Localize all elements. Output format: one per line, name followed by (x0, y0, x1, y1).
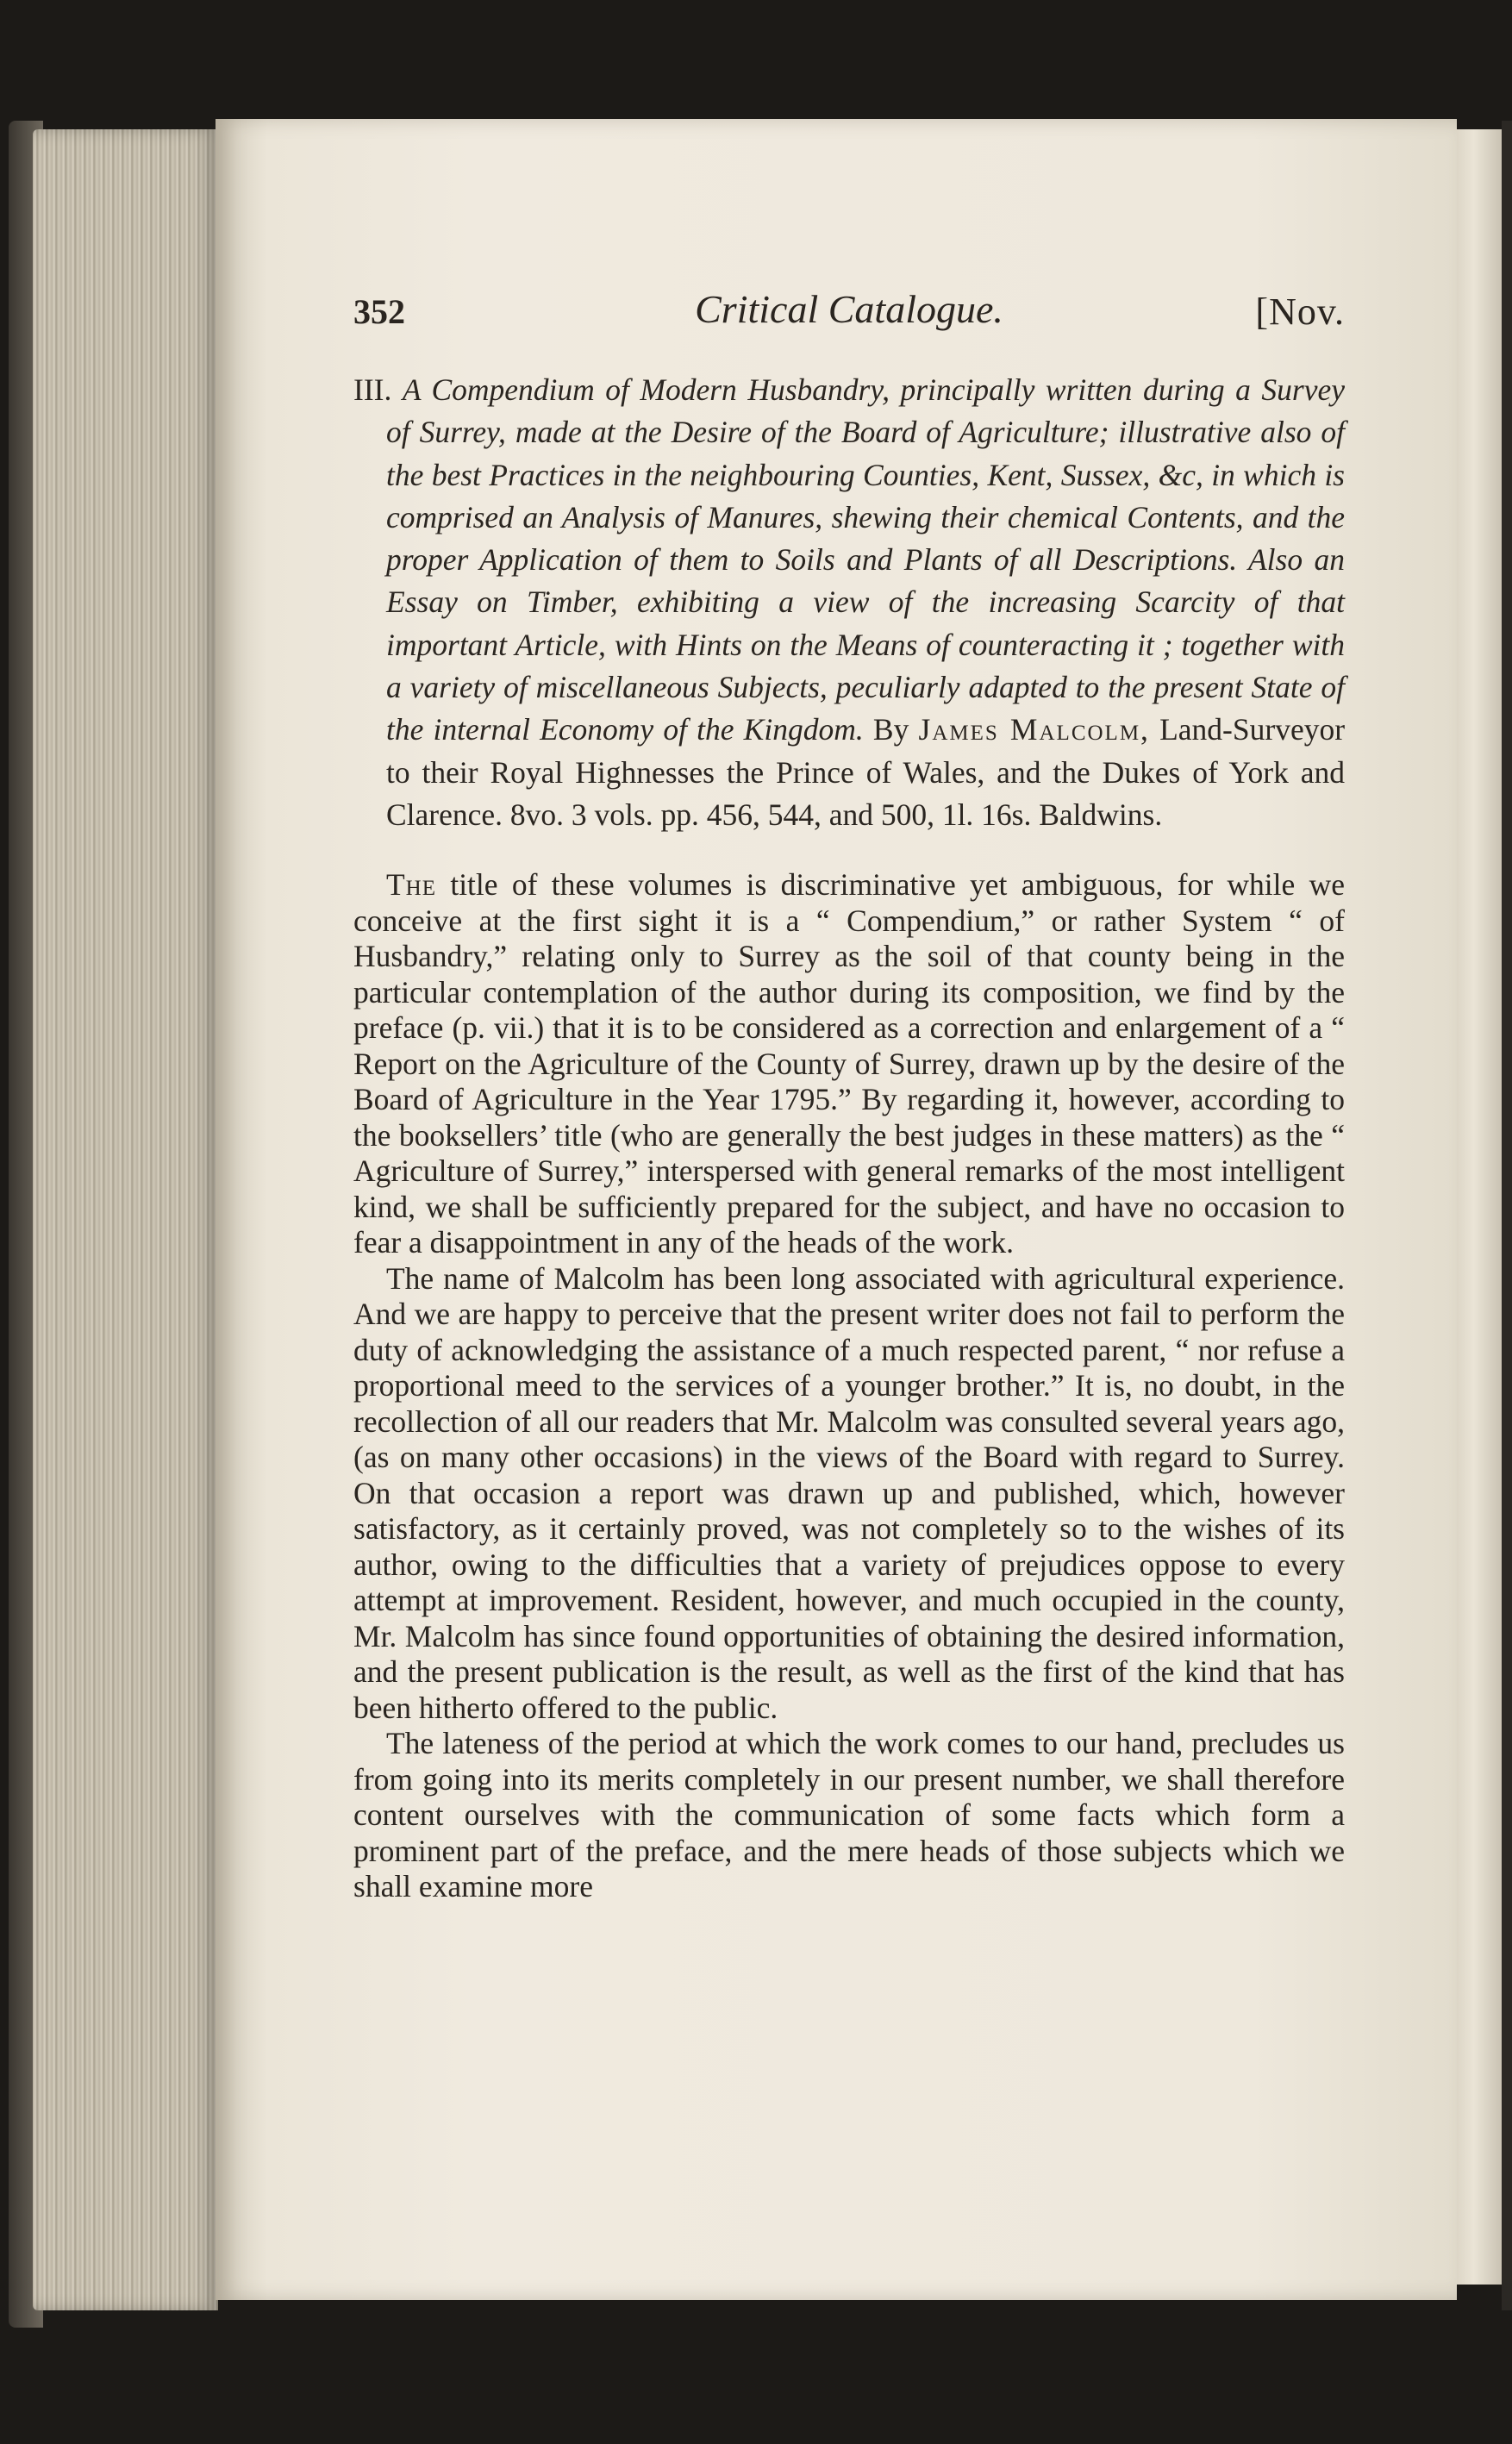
entry-details: Land-Surveyor to their Royal Highnesses the Prince of Wales, and the Dukes of York and Clarence. 8vo. 3 vols. pp. 456, 544, and 500, 1l. 16s. Baldwins. (386, 712, 1346, 832)
entry-author: James Malcolm, (918, 712, 1150, 747)
book-cover-edge-right (1502, 121, 1512, 2310)
review-paragraph (353, 867, 1345, 1261)
running-month: [Nov. (1255, 291, 1345, 333)
running-header (353, 287, 1345, 369)
paragraph-text: The lateness of the period at which the work comes to our hand, precludes us from going into its merits completely in our present number, we shall therefore content ourselves with the communication of some facts which form a prominent part of the preface, and the mere heads of those subjects which we shall examine more (353, 1726, 1345, 1904)
stacked-page-edges (33, 129, 218, 2310)
paragraph-lead-word: The (386, 867, 437, 903)
book-page (216, 119, 1457, 2300)
paragraph-text: title of these volumes is discriminative yet ambiguous, for while we conceive at the first sight it is a “ Compendium,” or rather System “ of Husbandry,” relating only to Surrey as the soil of that county being in the particular contemplation of the author during its composition, we find by the preface (p. vii.) that it is to be considered as a correction and enlargement of a “ Report on the Agriculture of the County of Surrey, drawn up by the desire of the Board of Agriculture in the Year 1795.” By regarding it, however, according to the booksellers’ title (who are generally the best judges in these matters) as the “ Agriculture of Surrey,” interspersed with general remarks of the most intelligent kind, we shall be sufficiently prepared for the subject, and have no occasion to fear a disappointment in any of the heads of the work. (353, 867, 1345, 1260)
running-title: Critical Catalogue. (695, 287, 1003, 331)
entry-by: By (872, 712, 909, 747)
catalogue-entry (353, 369, 1345, 836)
page-text-block (353, 287, 1346, 1905)
review-paragraph (353, 1726, 1345, 1905)
entry-number: III. (353, 372, 392, 407)
review-paragraph (353, 1261, 1345, 1727)
page-number: 352 (353, 292, 405, 331)
paragraph-text: The name of Malcolm has been long associated with agricultural experience. And we are happy to perceive that the present writer does not fail to perform the duty of acknowledging the assistance of a much respected parent, “ nor refuse a proportional meed to the services of a younger brother.” It is, no doubt, in the recollection of all our readers that Mr. Malcolm was consulted several years ago, (as on many other occasions) in the views of the Board with regard to Surrey. On that occasion a report was drawn up and published, which, however satisfactory, as it certainly proved, was not completely so to the wishes of its author, owing to the difficulties that a variety of prejudices oppose to every attempt at improvement. Resident, however, and much occupied in the county, Mr. Malcolm has since found opportunities of obtaining the desired information, and the present publication is the result, as well as the first of the kind that has been hitherto offered to the public. (353, 1260, 1345, 1725)
entry-title: A Compendium of Modern Husbandry, principally written during a Survey of Surrey, made at the Desire of the Board of Agriculture; illustrative also of the best Practices in the neighbouring Counties, Kent, Sussex, &c, in which is comprised an Analysis of Manures, shewing their chemical Contents, and the proper Application of them to Soils and Plants of all Descriptions. Also an Essay on Timber, exhibiting a view of the increasing Scarcity of that important Article, with Hints on the Means of counteracting it ; together with a variety of miscellaneous Subjects, peculiarly adapted to the present State of the internal Economy of the Kingdom. (386, 372, 1346, 747)
